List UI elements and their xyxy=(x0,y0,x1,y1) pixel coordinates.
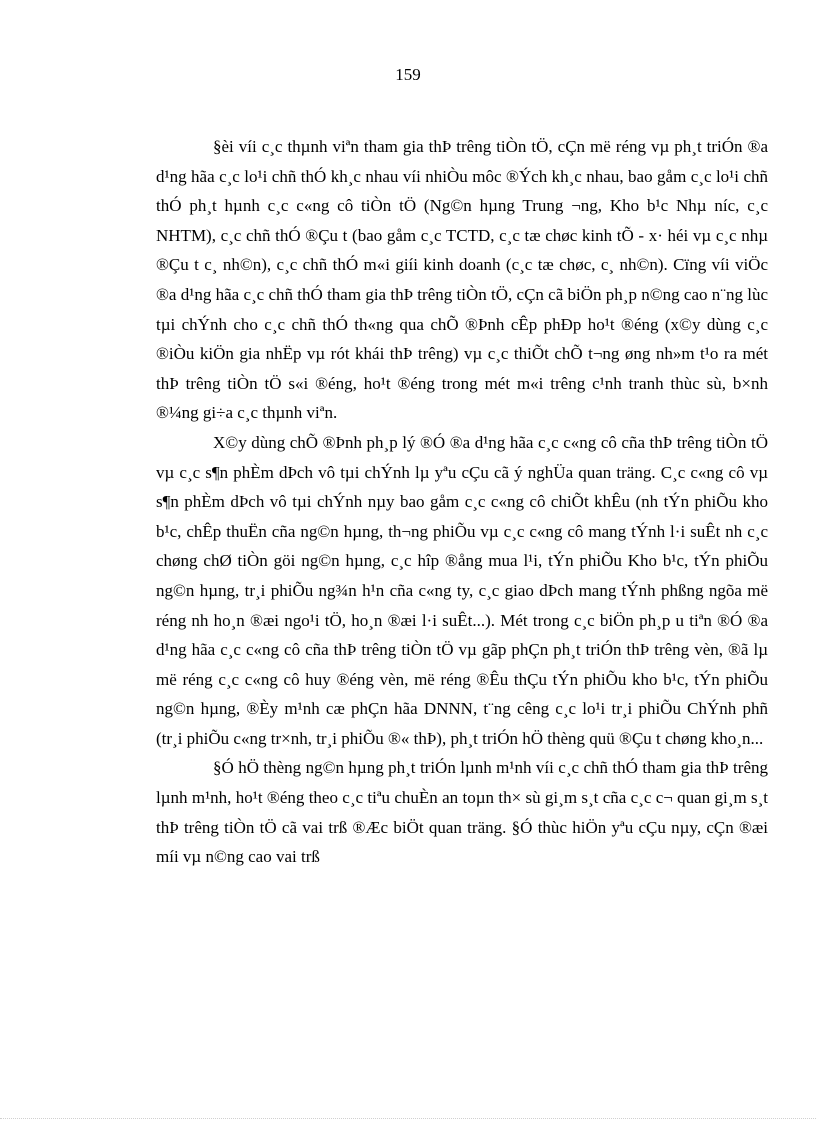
body-text xyxy=(156,132,768,872)
paragraph-instruments: X©y dùng chÕ ®Þnh ph¸p lý ®Ó ®a d¹ng hãa c¸c c«ng cô cña thÞ trêng tiÒn tÖ vµ c¸c s¶n phÈm dÞch vô tµi chÝnh lµ yªu cÇu cã ý nghÜa quan träng. C¸c c«ng cô vµ s¶n phÈm dÞch vô tµi chÝnh nµy bao gåm c¸c c«ng cô chiÕt khÊu (nh tÝn phiÕu kho b¹c, chÊp thuËn cña ng©n hµng, th¬ng phiÕu vµ c¸c c«ng cô mang tÝnh l·i suÊt nh c¸c chøng chØ tiÒn göi ng©n hµng, c¸c hîp ®ång mua l¹i, tÝn phiÕu Kho b¹c, tÝn phiÕu ng©n hµng, tr¸i phiÕu ng¾n h¹n cña c«ng ty, c¸c giao dÞch mang tÝnh phßng ngõa më réng nh ho¸n ®æi ngo¹i tÖ, ho¸n ®æi l·i suÊt...). Mét trong c¸c biÖn ph¸p u tiªn ®Ó ®a d¹ng hãa c¸c c«ng cô cña thÞ trêng tiÒn tÖ vµ gãp phÇn ph¸t triÓn thÞ trêng vèn, ®ã lµ më réng c¸c c«ng cô huy ®éng vèn, më réng ®Êu thÇu tÝn phiÕu kho b¹c, tÝn phiÕu ng©n hµng, ®Èy m¹nh cæ phÇn hãa DNNN, t¨ng cêng c¸c lo¹i tr¸i phiÕu ChÝnh phñ (tr¸i phiÕu c«ng tr×nh, tr¸i phiÕu ®« thÞ), ph¸t triÓn hÖ thèng quü ®Çu t chøng kho¸n... xyxy=(156,432,768,748)
paragraph-supervision: §Ó hÖ thèng ng©n hµng ph¸t triÓn lµnh m¹nh víi c¸c chñ thÓ tham gia thÞ trêng lµnh m¹nh, ho¹t ®éng theo c¸c tiªu chuÈn an toµn th× sù gi¸m s¸t cña c¸c c¬ quan gi¸m s¸t thÞ trêng tiÒn tÖ cã vai trß ®Æc biÖt quan träng. §Ó thùc hiÖn yªu cÇu nµy, cÇn ®æi míi vµ n©ng cao vai trß xyxy=(156,758,768,867)
bottom-divider xyxy=(0,1118,816,1119)
paragraph-members: §èi víi c¸c thµnh viªn tham gia thÞ trêng tiÒn tÖ, cÇn më réng vµ ph¸t triÓn ®a d¹ng hãa c¸c lo¹i chñ thÓ kh¸c nhau víi nhiÒu môc ®Ých kh¸c nhau, bao gåm c¸c lo¹i chñ thÓ ph¸t hµnh c¸c c«ng cô tiÒn tÖ (Ng©n hµng Trung ¬ng, Kho b¹c Nhµ níc, c¸c NHTM), c¸c chñ thÓ ®Çu t (bao gåm c¸c TCTD, c¸c tæ chøc kinh tÕ - x· héi vµ c¸c nhµ ®Çu t c¸ nh©n), c¸c chñ thÓ m«i giíi kinh doanh (c¸c tæ chøc, c¸ nh©n). Cïng víi viÖc ®a d¹ng hãa c¸c chñ thÓ tham gia thÞ trêng tiÒn tÖ, cÇn cã biÖn ph¸p n©ng cao n¨ng lùc tµi chÝnh cho c¸c chñ thÓ th«ng qua chÕ ®Þnh cÊp phÐp ho¹t ®éng (x©y dùng c¸c ®iÒu kiÖn gia nhËp vµ rót khái thÞ trêng) vµ c¸c thiÕt chÕ t¬ng øng nh»m t¹o ra mét thÞ trêng tiÒn tÖ s«i ®éng, ho¹t ®éng trong mét m«i trêng c¹nh tranh thùc sù, b×nh ®¼ng gi÷a c¸c thµnh viªn. xyxy=(156,137,768,423)
page-number: 159 xyxy=(395,65,421,84)
